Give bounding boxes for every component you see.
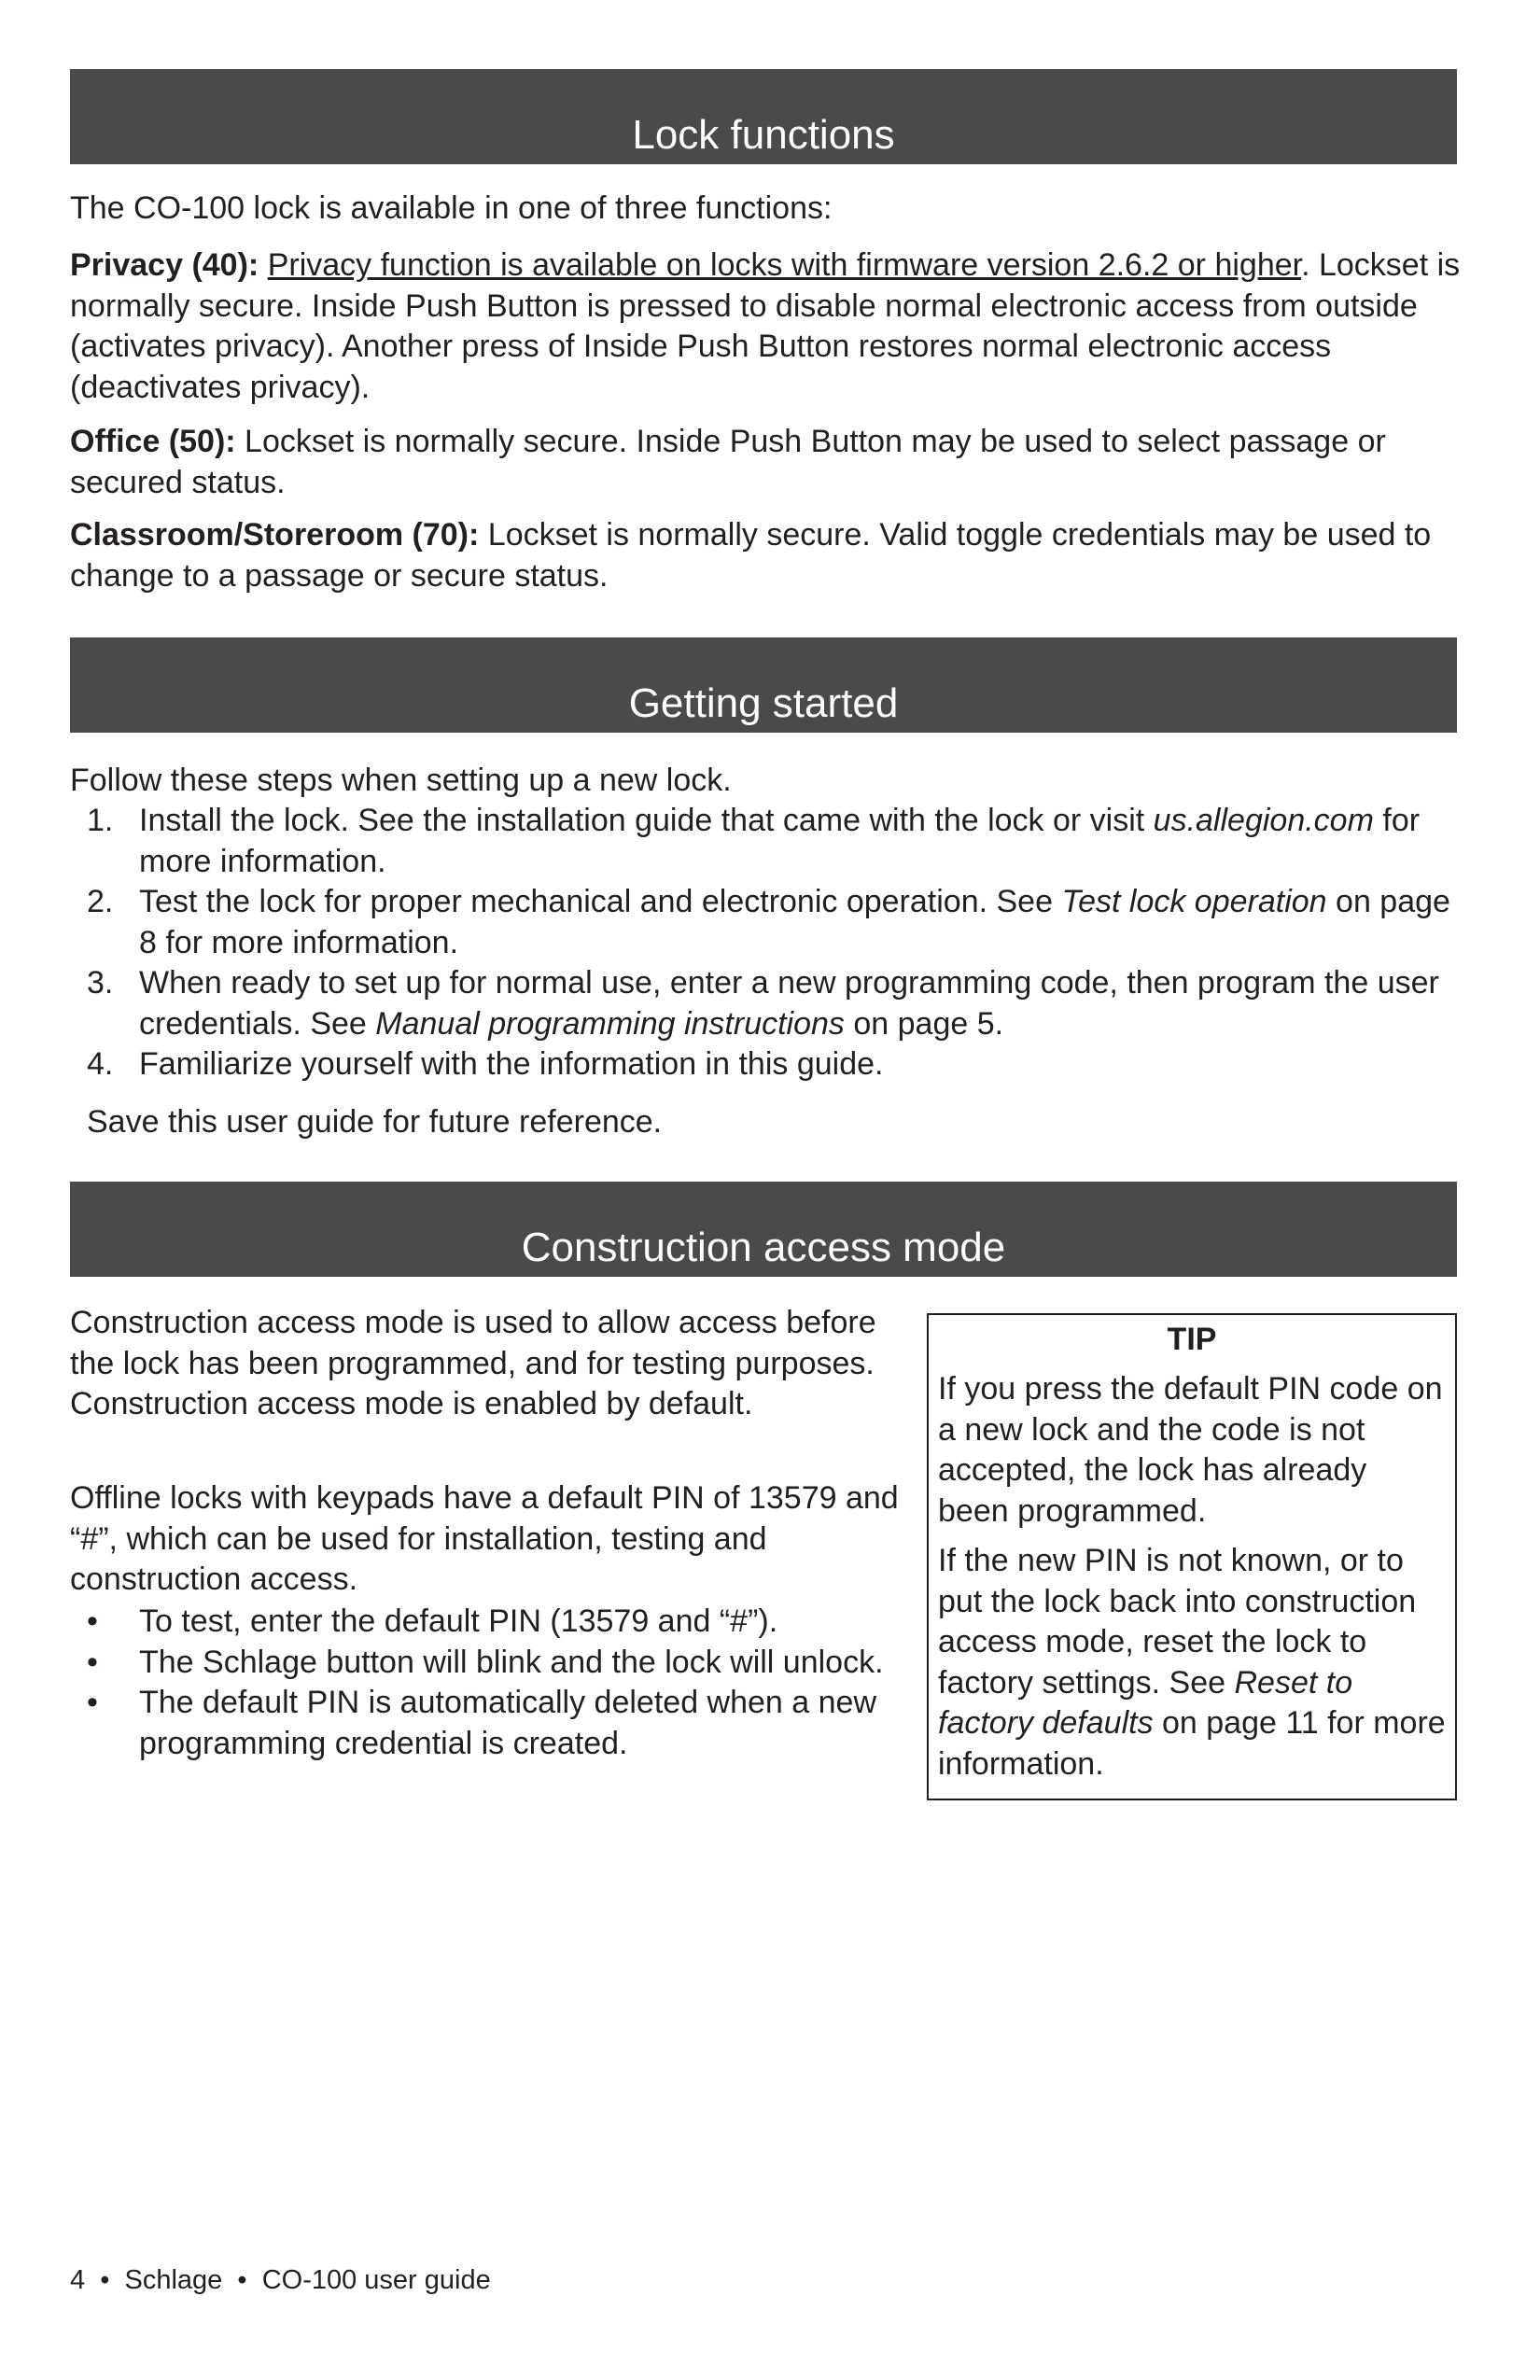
- step-text: for more information.: [139, 803, 1421, 879]
- construction-bullets: [70, 1602, 905, 1764]
- list-item: [70, 1602, 905, 1643]
- construction-paragraph-2: Offline locks with keypads have a default PIN of 13579 and “#”, which can be used for installation, testing and construction access.: [70, 1480, 899, 1597]
- page-footer: 4 • Schlage • CO-100 user guide: [70, 2265, 491, 2295]
- tip-box: [927, 1313, 1457, 1800]
- list-item: [70, 1643, 905, 1684]
- step-text: Familiarize yourself with the information in this guide.: [139, 1046, 884, 1082]
- privacy-text: Lockset is normally secure. Inside Push Button is pressed to disable normal electronic access from outside (activates privacy). Another press of Inside Push Button restores normal electronic access (deactivates privacy).: [70, 247, 1461, 405]
- setup-steps-list: [70, 801, 1461, 1085]
- step-text: Test the lock for proper mechanical and electronic operation. See: [139, 884, 1062, 919]
- bullet-text: The Schlage button will blink and the lock will unlock.: [139, 1644, 884, 1680]
- section-title: Construction access mode: [521, 1225, 1006, 1270]
- tip-paragraph-2: [938, 1541, 1446, 1785]
- office-label: Office (50):: [70, 424, 236, 459]
- tip-title: TIP: [1167, 1322, 1217, 1357]
- bullet-marker: •: [87, 1685, 98, 1720]
- step-number: 4.: [87, 1046, 114, 1082]
- list-item: [70, 801, 1461, 882]
- office-text: Lockset is normally secure. Inside Push Button may be used to select passage or secured status.: [70, 424, 1386, 500]
- list-item: [70, 963, 1461, 1044]
- step-number: 1.: [87, 803, 114, 838]
- step-text: on page 8 for more information.: [139, 884, 1450, 960]
- section-title: Lock functions: [632, 112, 895, 158]
- allegion-link: us.allegion.com: [1153, 803, 1374, 838]
- section-header-construction-access: [70, 1182, 1457, 1277]
- list-item: [70, 1683, 905, 1764]
- step-text: on page 5.: [844, 1005, 1004, 1042]
- construction-paragraph-1: Construction access mode is used to allow access before the lock has been programmed, and for testing purposes. Construction access mode is enabled by default.: [70, 1305, 876, 1421]
- save-guide-note: Save this user guide for future reference.: [87, 1104, 663, 1140]
- classroom-text: Lockset is normally secure. Valid toggle credentials may be used to change to a passage or secure status.: [70, 517, 1432, 594]
- step-number: 2.: [87, 884, 114, 919]
- getting-started-intro: Follow these steps when setting up a new lock.: [70, 763, 732, 798]
- test-lock-reference: Test lock operation: [1061, 884, 1327, 919]
- manual-programming-reference: Manual programming instructions: [375, 1005, 845, 1042]
- tip-text: on page 11 for more information.: [938, 1705, 1446, 1782]
- lock-functions-intro: The CO-100 lock is available in one of three functions:: [70, 190, 833, 226]
- privacy-note: Privacy function is available on locks with firmware version 2.6.2 or higher: [267, 247, 1302, 283]
- step-text: When ready to set up for normal use, enter a new programming code, then program the user credentials. See: [139, 965, 1439, 1042]
- tip-text: If the new PIN is not known, or to put the lock back into construction access mode, reset the lock to factory settings. See: [938, 1543, 1417, 1701]
- classroom-paragraph: [70, 515, 1457, 596]
- section-header-getting-started: [70, 637, 1457, 733]
- tip-paragraph-1: If you press the default PIN code on a new lock and the code is not accepted, the lock has already been programmed.: [938, 1371, 1443, 1529]
- list-item: [70, 1044, 1461, 1085]
- bullet-marker: •: [87, 1644, 98, 1680]
- reset-defaults-reference: Reset to factory defaults: [938, 1664, 1353, 1741]
- office-paragraph: [70, 422, 1457, 503]
- privacy-label: Privacy (40):: [70, 247, 259, 283]
- classroom-label: Classroom/Storeroom (70):: [70, 517, 480, 553]
- list-item: [70, 882, 1461, 963]
- bullet-text: To test, enter the default PIN (13579 and “#”).: [139, 1603, 778, 1639]
- section-title: Getting started: [628, 680, 899, 726]
- step-number: 3.: [87, 965, 114, 1001]
- section-header-lock-functions: [70, 69, 1457, 164]
- bullet-text: The default PIN is automatically deleted when a new programming credential is created.: [139, 1685, 877, 1761]
- bullet-marker: •: [87, 1603, 98, 1639]
- step-text: Install the lock. See the installation guide that came with the lock or visit: [139, 803, 1154, 838]
- privacy-paragraph: Privacy (40): Privacy function is available on locks with firmware version 2.6.2 or higher. Lockset is normally secure. Inside Push Button is pressed to disable normal electronic access from outside (activates privacy). Another press of Inside Push Button restores normal electronic access (deactivates privacy).: [70, 247, 1461, 405]
